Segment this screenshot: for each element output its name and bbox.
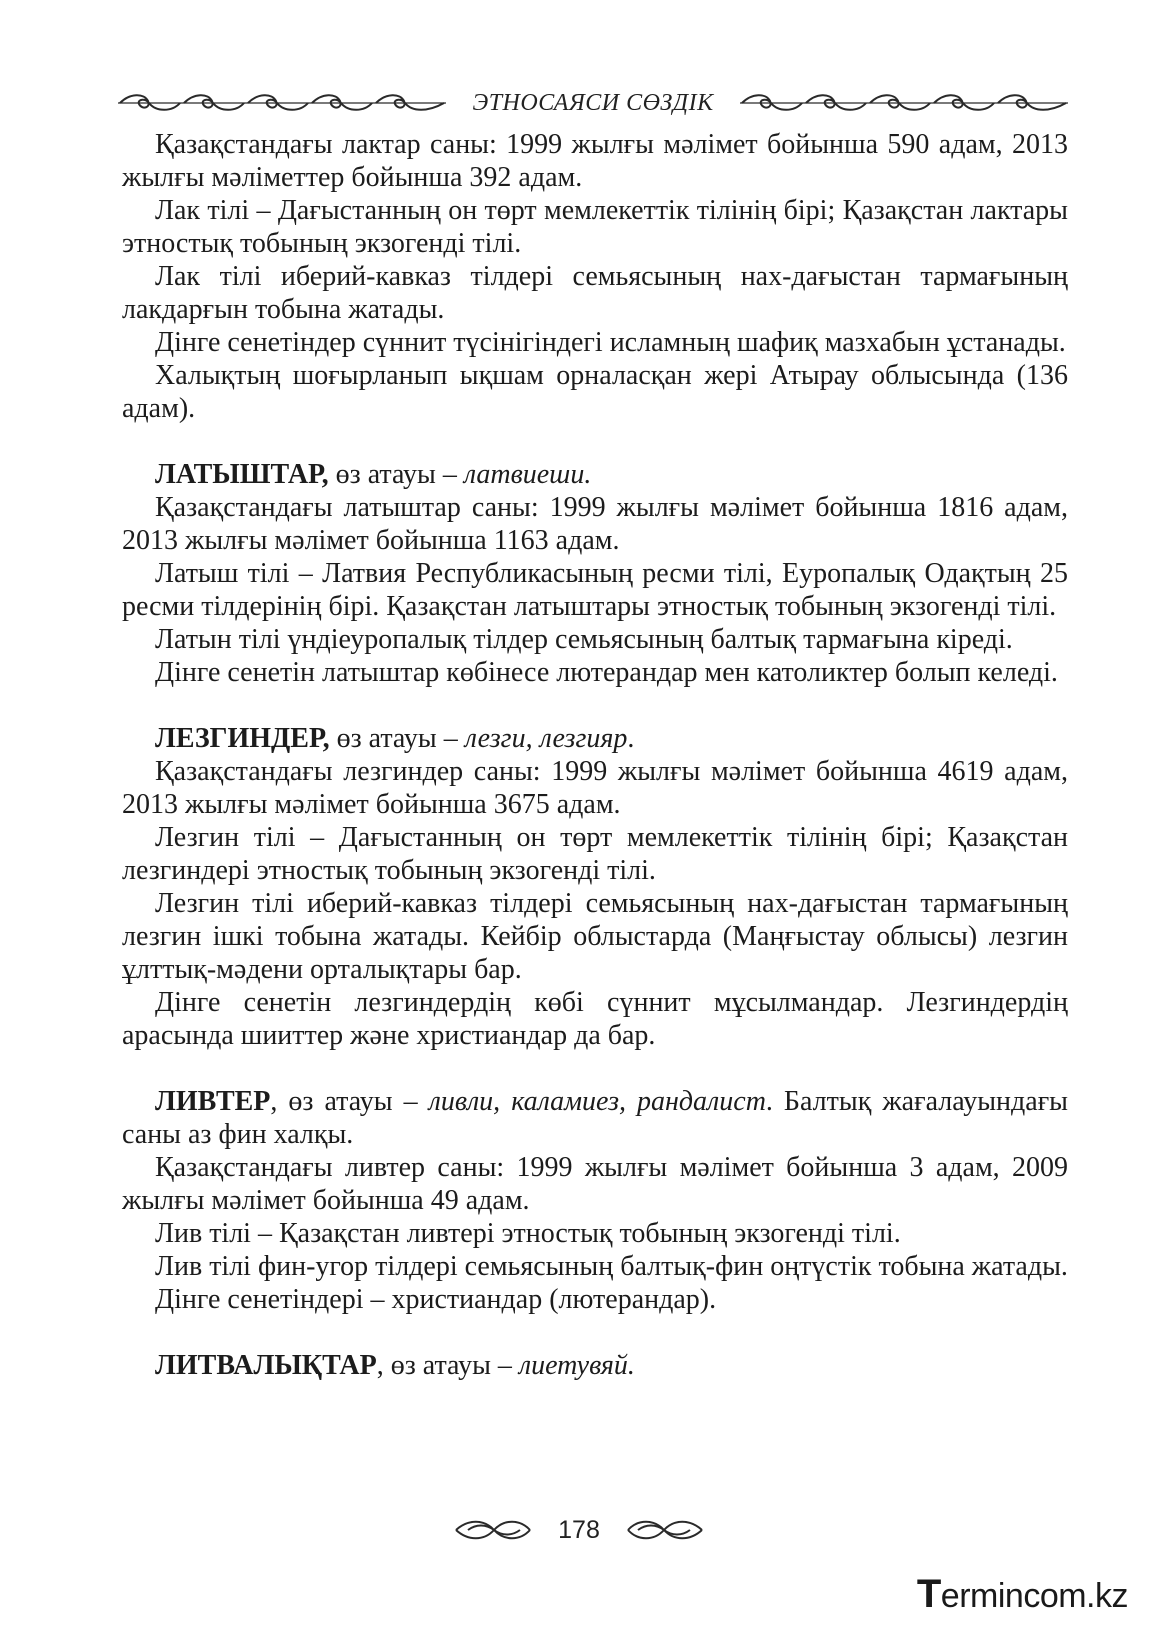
entry-tail: . Балтық жағалауындағы саны аз фин халқы. bbox=[122, 1086, 1068, 1150]
entry-headword: ЛАТЫШТАР, bbox=[155, 459, 329, 490]
entry-headword: ЛИВТЕР bbox=[155, 1086, 271, 1117]
watermark-initial: T bbox=[916, 1572, 941, 1616]
entry-label: , өз атауы – bbox=[376, 1350, 519, 1381]
paragraph-lezgins-family: Лезгин тілі иберий-кавказ тілдері семьясының нах-дағыстан тармағының лезгин ішкі тобына жатады. Кейбір облыстарда (Маңғыстау облысы) лезгин ұлттық-мәдени орталықтары бар. bbox=[122, 888, 1068, 985]
entry-latvians-heading bbox=[122, 458, 1068, 491]
page-footer bbox=[0, 1510, 1158, 1550]
entry-self-name: лезги, лезгияр bbox=[464, 723, 628, 754]
paragraph-lezgins-religion: Дінге сенетін лезгиндердің көбі сүннит мұсылмандар. Лезгиндердің арасында шииттер және христиандар да бар. bbox=[122, 987, 1068, 1051]
paragraph-latvians-religion: Дінге сенетін латыштар көбінесе лютерандар мен католиктер болып келеді. bbox=[155, 657, 1058, 688]
site-watermark bbox=[917, 1572, 1128, 1617]
paragraph-lezgins-count: Қазақстандағы лезгиндер саны: 1999 жылғы мәлімет бойынша 4619 адам, 2013 жылғы мәлімет бойынша 3675 адам. bbox=[122, 756, 1068, 820]
paragraph-latvians-language: Латыш тілі – Латвия Республикасының ресми тілі, Еуропалық Одақтың 25 ресми тілдерінің бірі. Қазақстан латыштары этностық тобының экзогенді тілі. bbox=[122, 558, 1068, 622]
running-header bbox=[118, 86, 1068, 120]
paragraph-latvians-count: Қазақстандағы латыштар саны: 1999 жылғы мәлімет бойынша 1816 адам, 2013 жылғы мәлімет бойынша 1163 адам. bbox=[122, 492, 1068, 556]
entry-self-name: латвиеши. bbox=[463, 459, 592, 490]
paragraph-livs-language: Лив тілі – Қазақстан ливтері этностық тобының экзогенді тілі. bbox=[155, 1218, 901, 1249]
entry-headword: ЛИТВАЛЫҚТАР bbox=[155, 1350, 377, 1381]
header-title: ЭТНОСАЯСИ СӨЗДІК bbox=[472, 89, 714, 116]
paragraph-lak-language: Лак тілі – Дағыстанның он төрт мемлекеттік тілінің бірі; Қазақстан лактары этностық тобының экзогенді тілі. bbox=[122, 195, 1068, 259]
paragraph-lezgins-language: Лезгин тілі – Дағыстанның он төрт мемлекеттік тілінің бірі; Қазақстан лезгиндері этностық тобының экзогенді тілі. bbox=[122, 822, 1068, 886]
entry-self-name: ливли, каламиез, рандалист bbox=[428, 1086, 766, 1117]
ornament-left-icon bbox=[118, 92, 446, 114]
entry-tail: . bbox=[627, 723, 635, 754]
entry-lithuanians-heading bbox=[122, 1349, 1068, 1382]
entry-label: өз атауы – bbox=[328, 459, 464, 490]
entry-label: , өз атауы – bbox=[270, 1086, 429, 1117]
flourish-right-icon bbox=[626, 1517, 704, 1543]
entry-headword: ЛЕЗГИНДЕР, bbox=[155, 723, 330, 754]
entry-lezgins-heading bbox=[122, 722, 1068, 755]
paragraph-livs-family: Лив тілі фин-угор тілдері семьясының балтық-фин оңтүстік тобына жатады. bbox=[155, 1251, 1068, 1282]
flourish-left-icon bbox=[454, 1517, 532, 1543]
page-body bbox=[122, 128, 1068, 1382]
entry-self-name: лиетувяй. bbox=[518, 1350, 635, 1381]
paragraph-lak-settlement: Халықтың шоғырланып ықшам орналасқан жері Атырау облысында (136 адам). bbox=[122, 360, 1068, 424]
entry-livs-heading bbox=[122, 1085, 1068, 1151]
paragraph-livs-count: Қазақстандағы ливтер саны: 1999 жылғы мәлімет бойынша 3 адам, 2009 жылғы мәлімет бойынша 49 адам. bbox=[122, 1152, 1068, 1216]
entry-label: өз атауы – bbox=[329, 723, 465, 754]
ornament-right-icon bbox=[740, 92, 1068, 114]
paragraph-lak-family: Лак тілі иберий-кавказ тілдері семьясының нах-дағыстан тармағының лакдарғын тобына жатады. bbox=[122, 261, 1068, 325]
page-number: 178 bbox=[558, 1515, 600, 1544]
paragraph-lak-count: Қазақстандағы лактар саны: 1999 жылғы мәлімет бойынша 590 адам, 2013 жылғы мәліметтер бойынша 392 адам. bbox=[122, 129, 1068, 193]
paragraph-lak-religion: Дінге сенетіндер сүннит түсінігіндегі исламның шафиқ мазхабын ұстанады. bbox=[155, 327, 1066, 358]
paragraph-livs-religion: Дінге сенетіндері – христиандар (лютерандар). bbox=[155, 1284, 717, 1315]
paragraph-latvians-family: Латын тілі үндіеуропалық тілдер семьясының балтық тармағына кіреді. bbox=[155, 624, 1013, 655]
watermark-rest: ermincom.kz bbox=[940, 1577, 1128, 1615]
